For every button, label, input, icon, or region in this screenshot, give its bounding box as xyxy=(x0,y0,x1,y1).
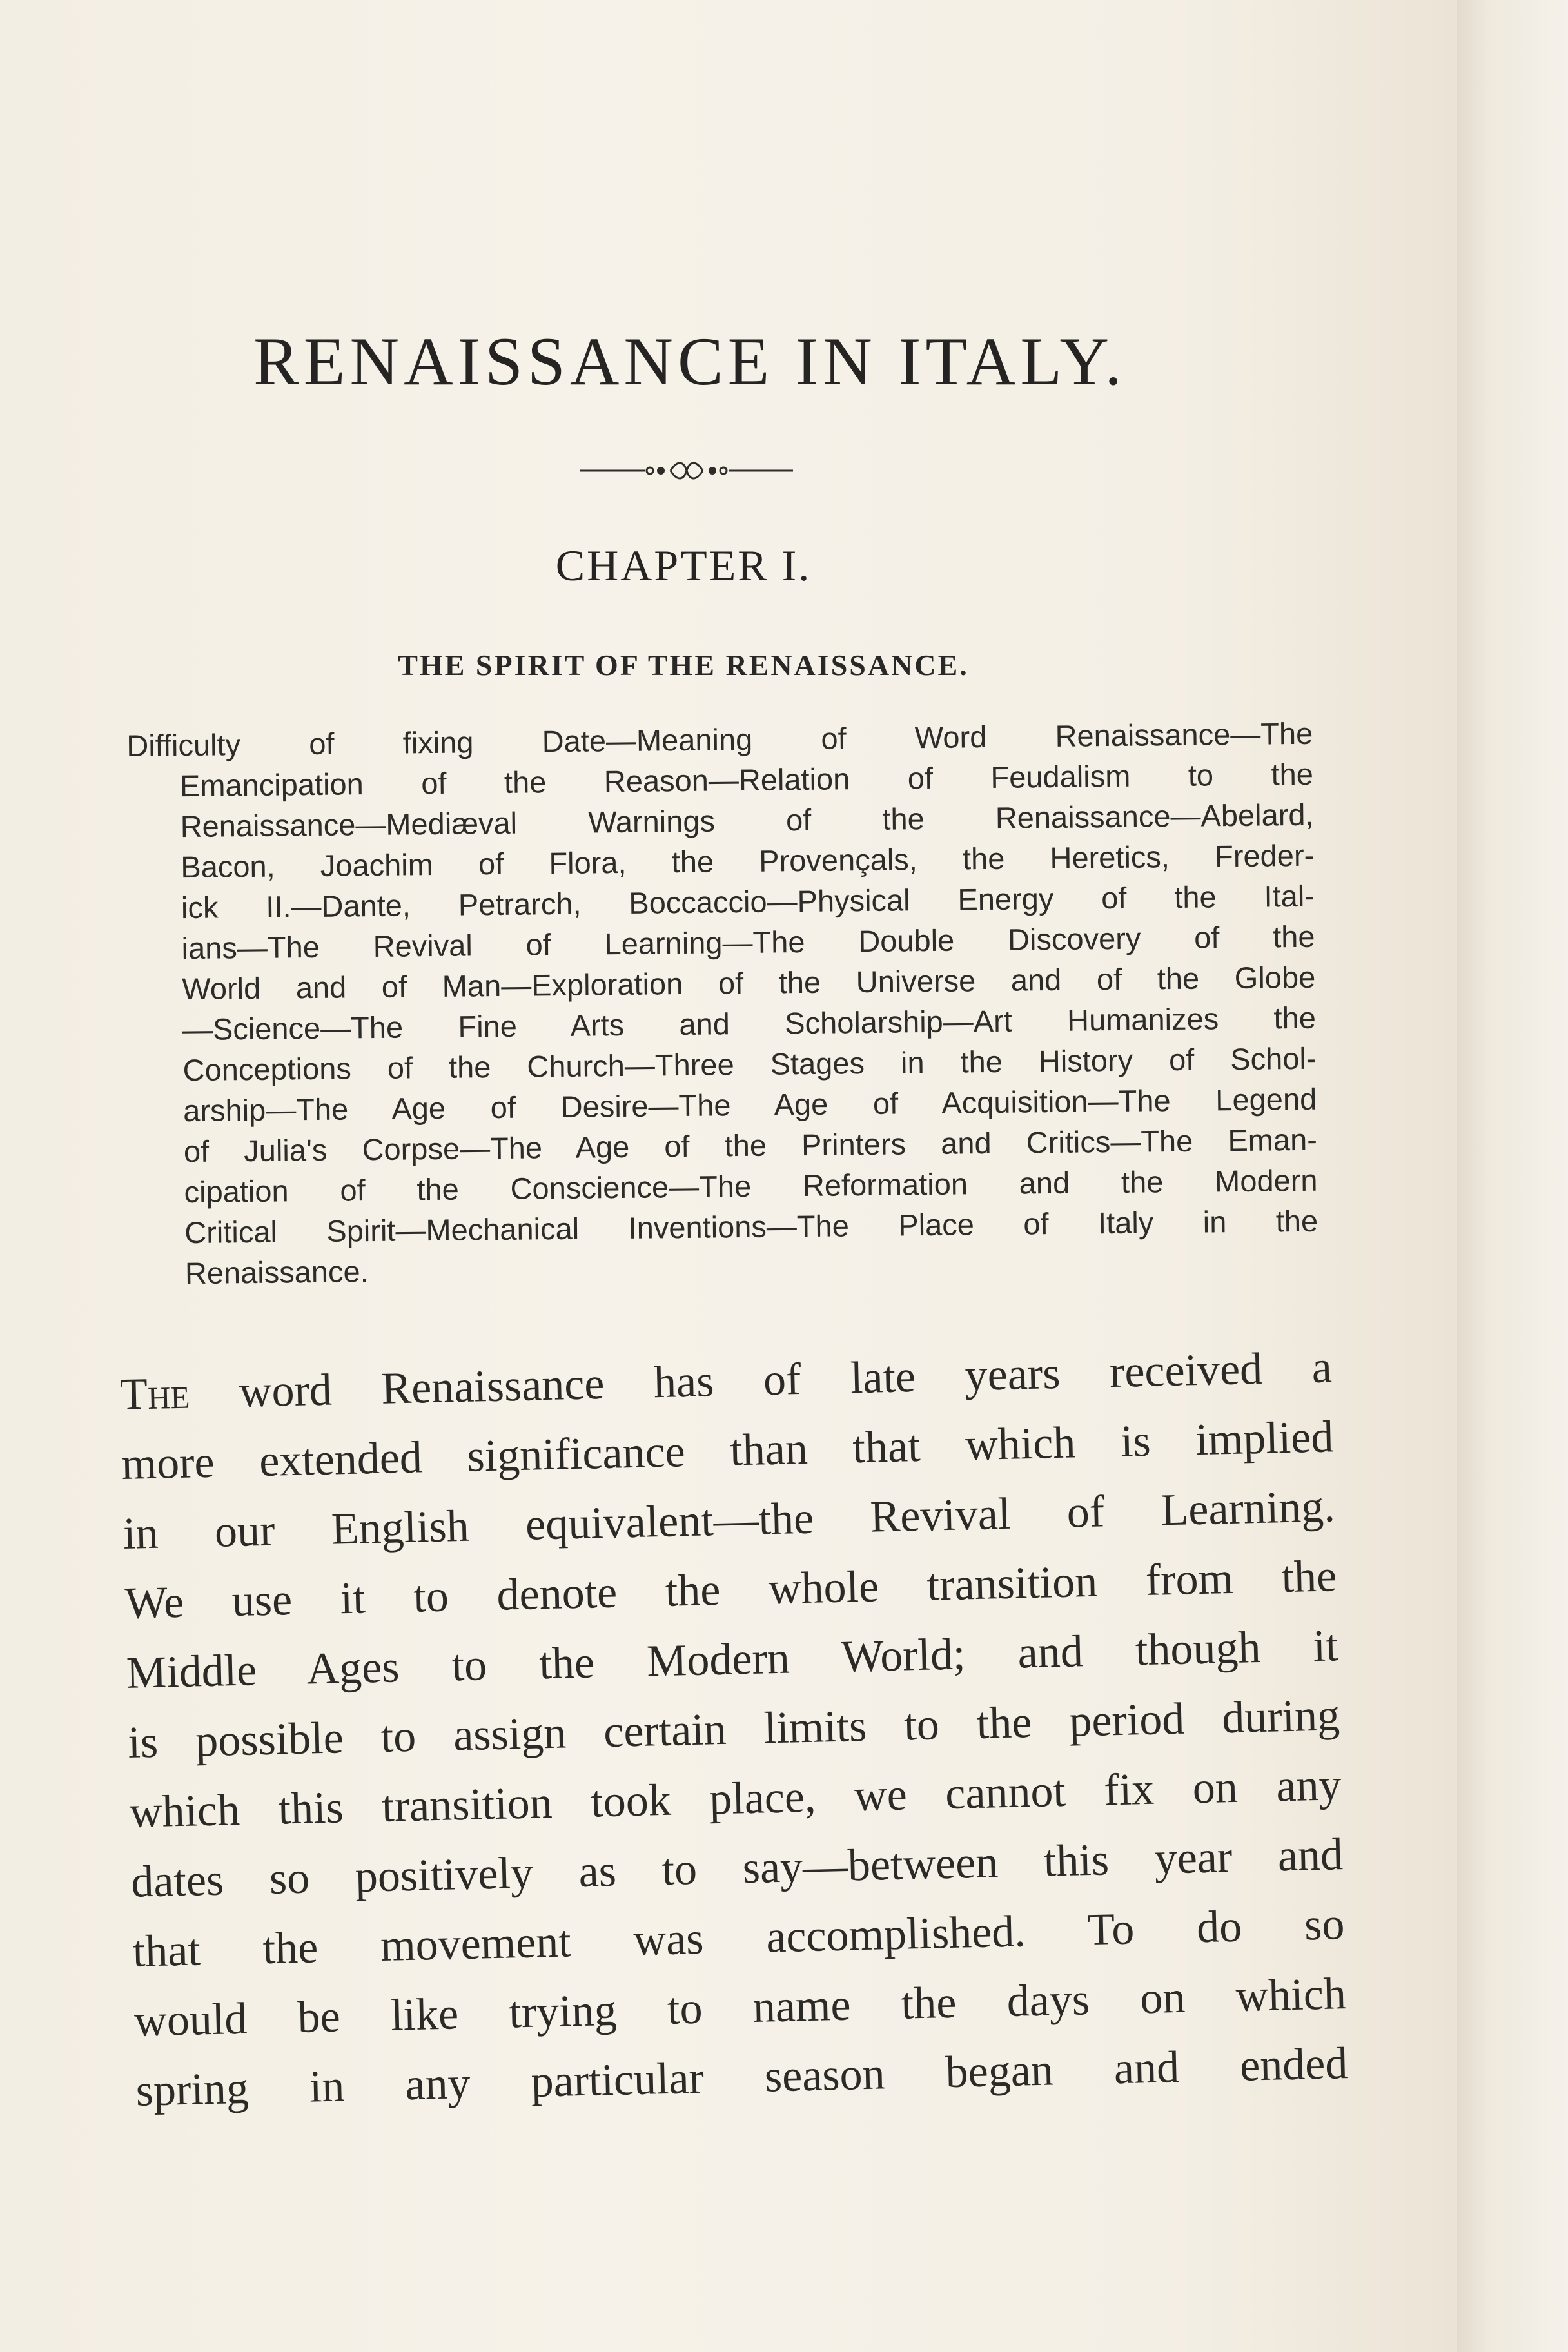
body-line: Middle Ages to the Modern World; and though it xyxy=(126,1621,1339,1698)
body-paragraph xyxy=(119,1333,1348,2126)
page-edge xyxy=(1457,0,1568,2352)
body-line: which this transition took place, we cannot fix on any xyxy=(129,1760,1342,1838)
first-line-text: word Renaissance has of late years received a xyxy=(189,1342,1333,1418)
body-line: more extended significance than that which is implied xyxy=(121,1412,1335,1489)
body-line: spring in any particular season began and ended xyxy=(135,2039,1349,2116)
summary-line: Conceptions of the Church—Three Stages in the History of Schol- xyxy=(182,1041,1317,1088)
summary-line: Emancipation of the Reason—Relation of Feudalism to the xyxy=(179,756,1314,803)
summary-line: Difficulty of fixing Date—Meaning of Word Renaissance—The xyxy=(126,716,1313,763)
summary-line: ick II.—Dante, Petrarch, Boccaccio—Physical Energy of the Ital- xyxy=(181,878,1315,925)
summary-line: —Science—The Fine Arts and Scholarship—Art Humanizes the xyxy=(182,1000,1317,1047)
body-line: in our English equivalent—the Revival of Learning. xyxy=(122,1482,1336,1559)
body-line: dates so positively as to say—between this year and xyxy=(130,1830,1344,1907)
summary-line: Critical Spirit—Mechanical Inventions—The Place of Italy in the xyxy=(184,1203,1318,1250)
body-line: is possible to assign certain limits to the period during xyxy=(127,1690,1340,1768)
summary-line: Bacon, Joachim of Flora, the Provençals, the Heretics, Freder- xyxy=(181,838,1315,885)
summary-line: Renaissance—Mediæval Warnings of the Renaissance—Abelard, xyxy=(180,797,1314,844)
chapter-summary xyxy=(126,713,1318,1294)
ornament-divider xyxy=(580,456,793,485)
summary-line: of Julia's Corpse—The Age of the Printers and Critics—The Eman- xyxy=(183,1122,1318,1169)
chapter-subtitle: THE SPIRIT OF THE RENAISSANCE. xyxy=(398,649,969,681)
book-title: RENAISSANCE IN ITALY. xyxy=(253,324,1126,399)
summary-line: cipation of the Conscience—The Reformation and the Modern xyxy=(184,1162,1318,1210)
summary-line: Renaissance. xyxy=(184,1254,369,1291)
summary-line: arship—The Age of Desire—The Age of Acquisition—The Legend xyxy=(182,1081,1317,1128)
body-line: would be like trying to name the days on which xyxy=(133,1969,1347,2046)
opening-word: The xyxy=(119,1368,191,1420)
chapter-title: CHAPTER I. xyxy=(555,541,812,590)
body-line: We use it to denote the whole transition from the xyxy=(124,1551,1337,1629)
body-line: that the movement was accomplished. To do so xyxy=(132,1899,1346,1977)
summary-line: ians—The Revival of Learning—The Double Discovery of the xyxy=(181,919,1315,966)
summary-line: World and of Man—Exploration of the Universe and of the Globe xyxy=(182,959,1316,1006)
